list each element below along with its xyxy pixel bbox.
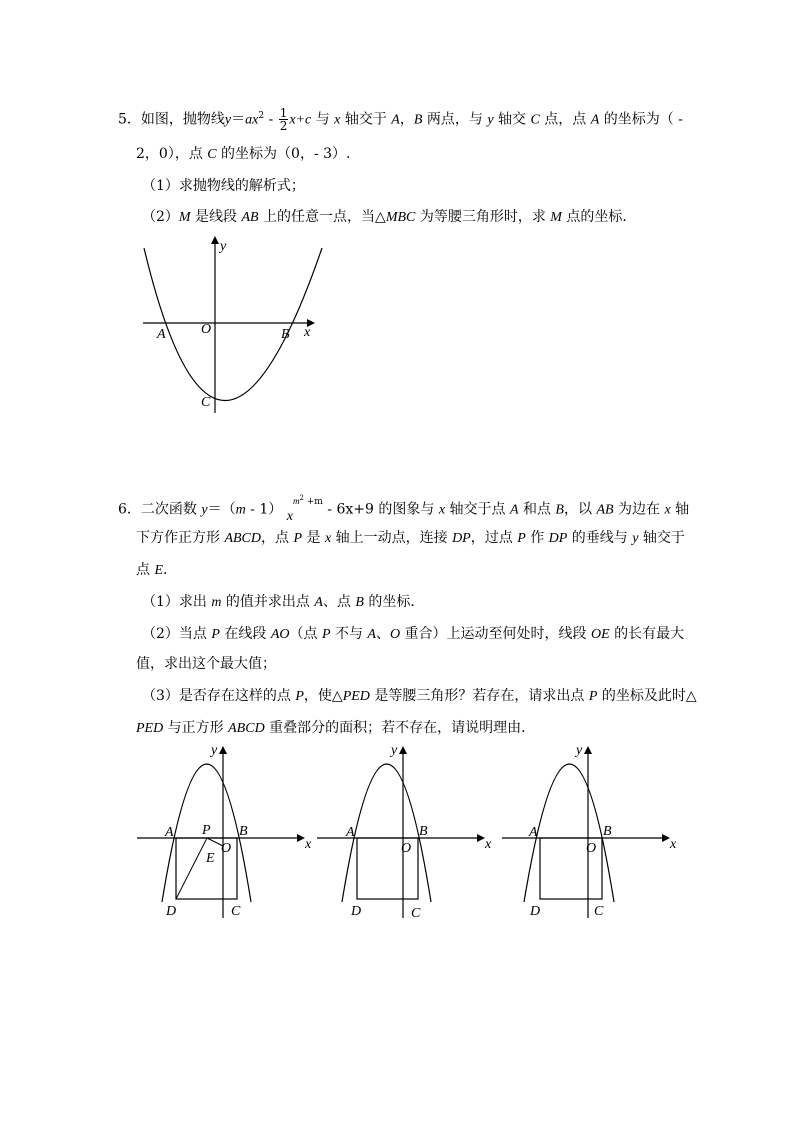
label-x: x [485,837,492,852]
label-D: D [166,904,177,919]
y-axis-arrow-icon [584,746,592,754]
x-axis-arrow-icon [477,834,485,842]
label-A: A [165,825,174,840]
label-O: O [201,322,212,337]
label-C: C [594,904,604,919]
label-x: x [305,837,312,852]
label-B: B [603,824,612,839]
label-O: O [401,841,412,856]
label-E: E [206,851,215,866]
q6-line-3: 点 E. [136,562,168,578]
q6-sub-3a: （3）是否存在这样的点 P，使△PED 是等腰三角形？若存在，请求出点 P 的坐标及此时△ [142,688,697,704]
q5-line-1: 5．如图，抛物线$y=ax^2$ - $\frac{1}{2}$ x+c 与 x 轴交于 A，B 两点，与 y 轴交 C 点，点 A 的坐标为（ - [118,106,683,134]
label-B: B [419,824,428,839]
label-y: y [220,239,227,254]
label-D: D [351,904,362,919]
q6-figure-2 [315,740,495,920]
q6-figure-1 [135,740,315,920]
q6-line-1: 6．二次函数 y＝（m - 1） $x^{m^2 +m} - 6x+9$ 的图象与 x 轴交于点 A 和点 B，以 AB 为边在 x 轴 [118,494,690,524]
y-axis-arrow-icon [399,746,407,754]
label-A: A [529,825,538,840]
label-y: y [391,743,398,758]
label-O: O [221,841,232,856]
q6-sub-2b: 值，求出这个最大值； [136,656,276,672]
q5-sub-1: （1）求抛物线的解析式； [142,178,305,194]
x-axis-arrow-icon [662,834,670,842]
label-B: B [281,327,290,342]
label-C: C [411,906,421,921]
label-O: O [586,841,597,856]
label-A: A [157,327,166,342]
q6-sub-1: （1）求出 m 的值并求出点 A、点 B 的坐标． [142,594,425,610]
y-axis-arrow-icon [211,236,219,244]
label-B: B [239,824,248,839]
label-P: P [202,823,211,838]
y-axis-arrow-icon [219,746,227,754]
label-C: C [201,395,211,410]
label-A: A [346,825,355,840]
x-axis-arrow-icon [297,834,305,842]
segment-DP [176,838,207,899]
parabola-curve [144,248,322,401]
label-x: x [304,325,311,340]
q5-parabola-figure [135,238,335,418]
label-C: C [231,904,241,919]
q6-line-2: 下方作正方形 ABCD，点 P 是 x 轴上一动点，连接 DP，过点 P 作 DP 的垂线与 y 轴交于 [136,530,685,546]
label-D: D [530,904,541,919]
fraction-one-half: $\frac{1}{2}$ [279,106,288,134]
q5-line-2: 2，0），点 C 的坐标为（0，- 3）. [136,146,351,162]
label-y: y [576,743,583,758]
label-x: x [670,837,677,852]
q6-sub-2a: （2）当点 P 在线段 AO（点 P 不与 A、O 重合）上运动至何处时，线段 OE 的长有最大 [142,626,685,642]
label-y: y [211,743,218,758]
q5-sub-2: （2）M 是线段 AB 上的任意一点，当△MBC 为等腰三角形时，求 M 点的坐标． [142,209,637,225]
q6-sub-3b: PED 与正方形 ABCD 重叠部分的面积；若不存在，请说明理由． [136,720,536,736]
q6-figure-3 [500,740,680,920]
